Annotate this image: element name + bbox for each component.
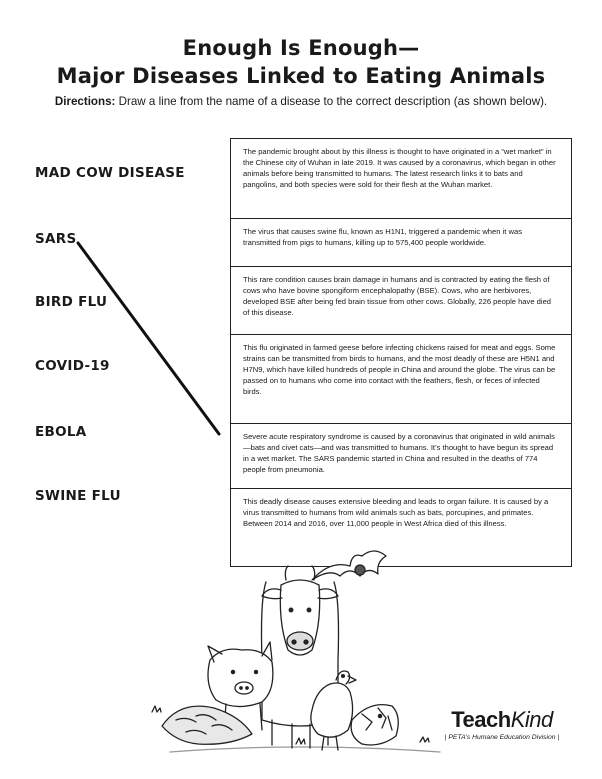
animals-illustration xyxy=(152,551,440,752)
description-box[interactable]: Severe acute respiratory syndrome is caused by a coronavirus that originated in wild animals—bats and civet cats—and was transmitted to humans. It’s thought to have begun its spread in a wet market. The SARS pandemic started in China and resulted in the deaths of 774 people from pneumonia. xyxy=(231,424,571,489)
disease-ebola[interactable]: EBOLA xyxy=(35,424,87,440)
description-box[interactable]: This rare condition causes brain damage in humans and is contracted by eating the flesh of cows who have bovine spongiform encephalopathy (BSE). Cows, who are herbivores, developed BSE after being fed brain tissue from other cows. Globally, 226 people have died of this disease. xyxy=(231,267,571,335)
logo-teach: Teach xyxy=(451,707,511,732)
directions-label: Directions: xyxy=(54,95,116,108)
description-box[interactable]: The virus that causes swine flu, known as H1N1, triggered a pandemic when it was transmitted from pigs to humans, killing up to 575,400 people worldwide. xyxy=(231,219,571,267)
logo-subtitle: | PETA’s Humane Education Division | xyxy=(444,734,560,741)
civet-drawing xyxy=(351,705,398,745)
pangolin-drawing xyxy=(162,706,252,744)
logo-kind: Kind xyxy=(510,707,553,732)
worksheet-title-line2: Major Diseases Linked to Eating Animals xyxy=(56,64,546,88)
logo-wordmark xyxy=(432,707,572,733)
description-box[interactable]: The pandemic brought about by this illness is thought to have originated in a “wet market” in the Chinese city of Wuhan in late 2019. It was caused by a coronavirus, which began in other animals before being transmitted to humans. The latest research links it to bats and pangolins, and both species were sold for their flesh at the Wuhan market. xyxy=(231,139,571,219)
description-box[interactable]: This deadly disease causes extensive bleeding and leads to organ failure. It is caused by a virus transmitted to humans from wild animals such as bats, porcupines, and primates. Between 2014 and 2016, over 11,000 people in West Africa died of this illness. xyxy=(243,497,549,528)
disease-swine-flu[interactable]: SWINE FLU xyxy=(35,488,121,504)
disease-mad-cow[interactable]: MAD COW DISEASE xyxy=(35,165,185,181)
worksheet-title-line1: Enough Is Enough— xyxy=(182,36,420,60)
disease-bird-flu[interactable]: BIRD FLU xyxy=(35,294,108,310)
teachkind-logo xyxy=(432,707,572,741)
example-match-line xyxy=(78,243,219,434)
disease-covid-19[interactable]: COVID-19 xyxy=(35,358,110,374)
description-box[interactable]: This flu originated in farmed geese before infecting chickens raised for meat and eggs. Some strains can be transmitted from birds to humans, and the most deadly of these are H5N1 and H7N9, which have killed hundreds of people in China and around the globe. The virus can be passed on to humans who come into contact with the feathers, flesh, or feces of infected birds. xyxy=(231,335,571,424)
disease-sars[interactable]: SARS xyxy=(35,231,77,247)
directions-text: Draw a line from the name of a disease to the correct description (as shown below). xyxy=(115,95,548,108)
bat-drawing xyxy=(312,551,386,580)
